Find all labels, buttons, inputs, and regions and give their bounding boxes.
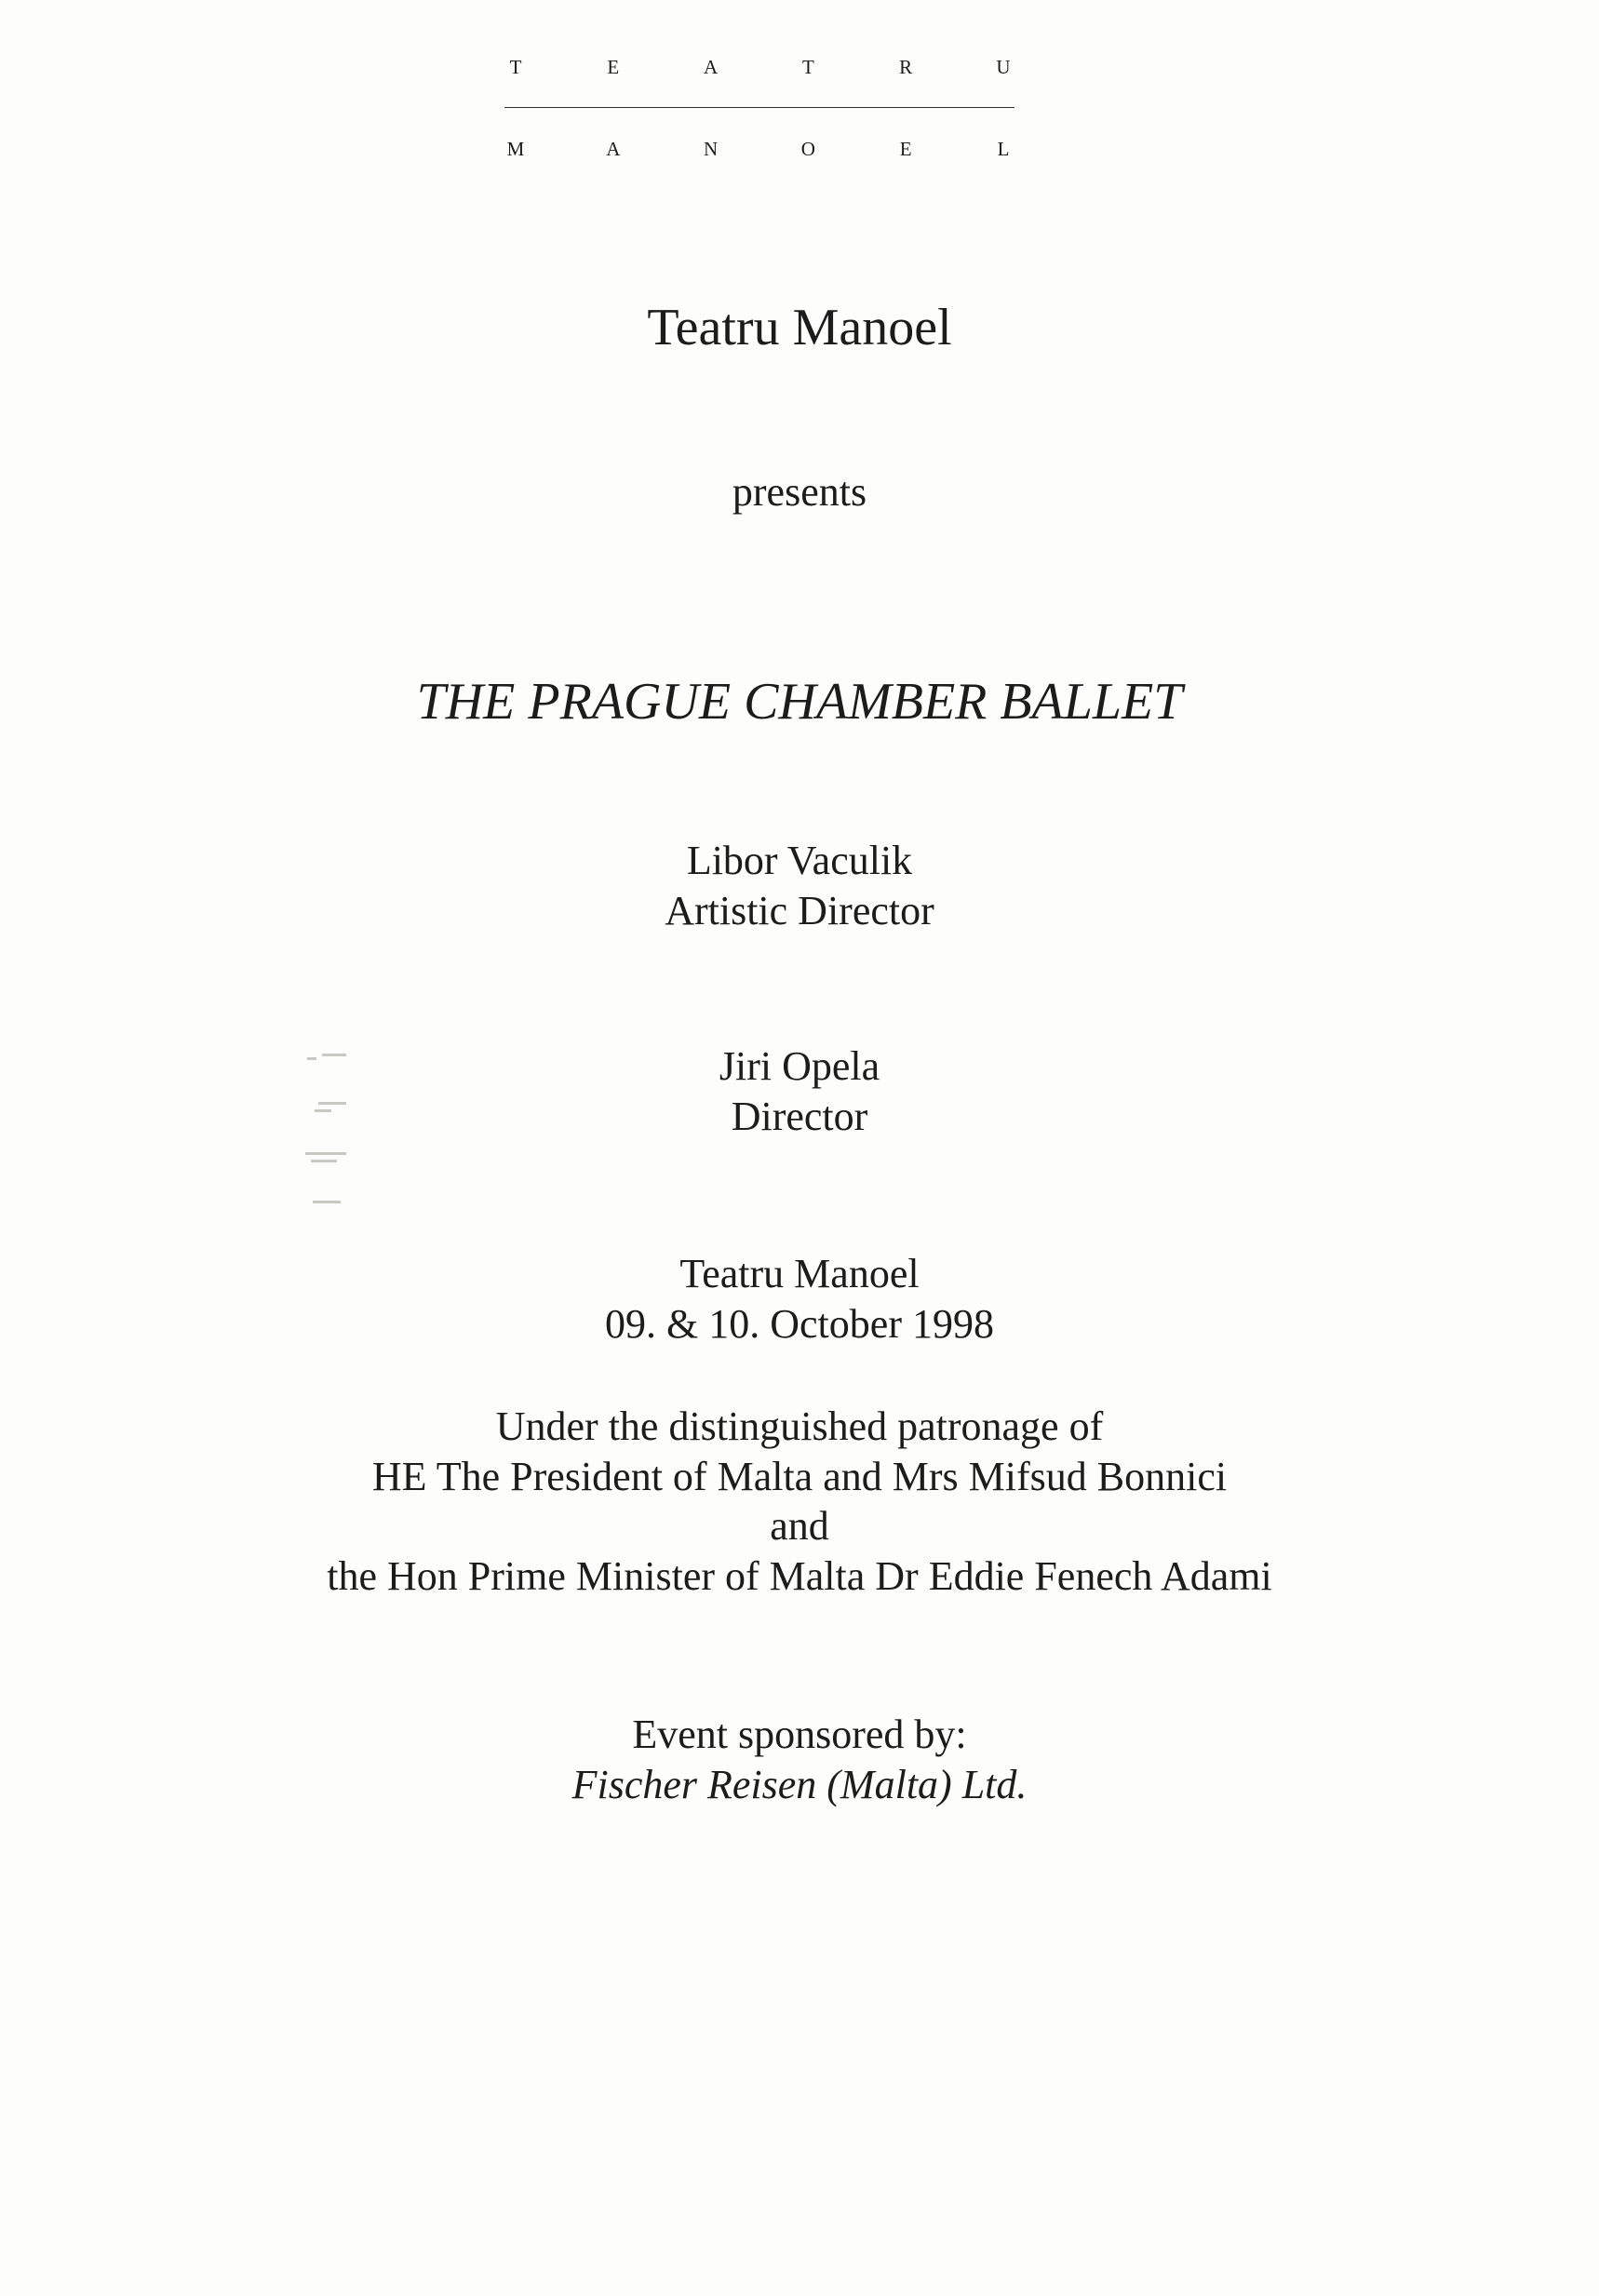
logo-letter: R	[899, 56, 913, 78]
logo-letter: T	[801, 56, 814, 78]
show-title: THE PRAGUE CHAMBER BALLET	[416, 673, 1183, 731]
credit-role: Artistic Director	[665, 887, 934, 933]
credit-name: Libor Vaculik	[686, 838, 913, 883]
scan-artifact	[296, 1042, 370, 1210]
logo-letter: T	[509, 56, 522, 78]
credit-name: Jiri Opela	[719, 1043, 880, 1089]
logo-letter: M	[506, 138, 525, 160]
credit-director	[0, 1041, 1599, 1141]
venue-info	[0, 1249, 1599, 1349]
sponsor-label: Event sponsored by:	[632, 1712, 967, 1757]
logo-letter: N	[704, 138, 719, 160]
venue-name: Teatru Manoel	[679, 1251, 920, 1296]
patronage-line: the Hon Prime Minister of Malta Dr Eddie Fenech Adami	[327, 1553, 1272, 1600]
logo-letter: L	[997, 138, 1010, 160]
credit-artistic-director	[0, 836, 1599, 935]
logo-letter: E	[899, 138, 912, 160]
organisation-title: Teatru Manoel	[647, 299, 952, 356]
logo-letter: E	[607, 56, 620, 78]
logo-letter: O	[800, 138, 815, 160]
logo-top-row	[504, 58, 1014, 77]
performance-dates: 09. & 10. October 1998	[605, 1300, 994, 1347]
credit-role: Director	[731, 1093, 868, 1139]
sponsor-name: Fischer Reisen (Malta) Ltd.	[571, 1761, 1028, 1807]
logo-letter: A	[606, 138, 621, 160]
presents-text: presents	[732, 469, 867, 515]
logo-bottom-row	[504, 140, 1014, 159]
teatru-manoel-logo	[504, 58, 1014, 159]
logo-letter: A	[704, 56, 719, 78]
patronage-line: HE The President of Malta and Mrs Mifsud Bonnici	[371, 1453, 1228, 1499]
patronage-statement	[0, 1402, 1599, 1602]
logo-letter: U	[996, 56, 1011, 78]
sponsor-info	[0, 1710, 1599, 1809]
patronage-line: Under the distinguished patronage of	[495, 1403, 1104, 1449]
patronage-line: and	[770, 1503, 829, 1550]
logo-divider	[504, 107, 1014, 108]
